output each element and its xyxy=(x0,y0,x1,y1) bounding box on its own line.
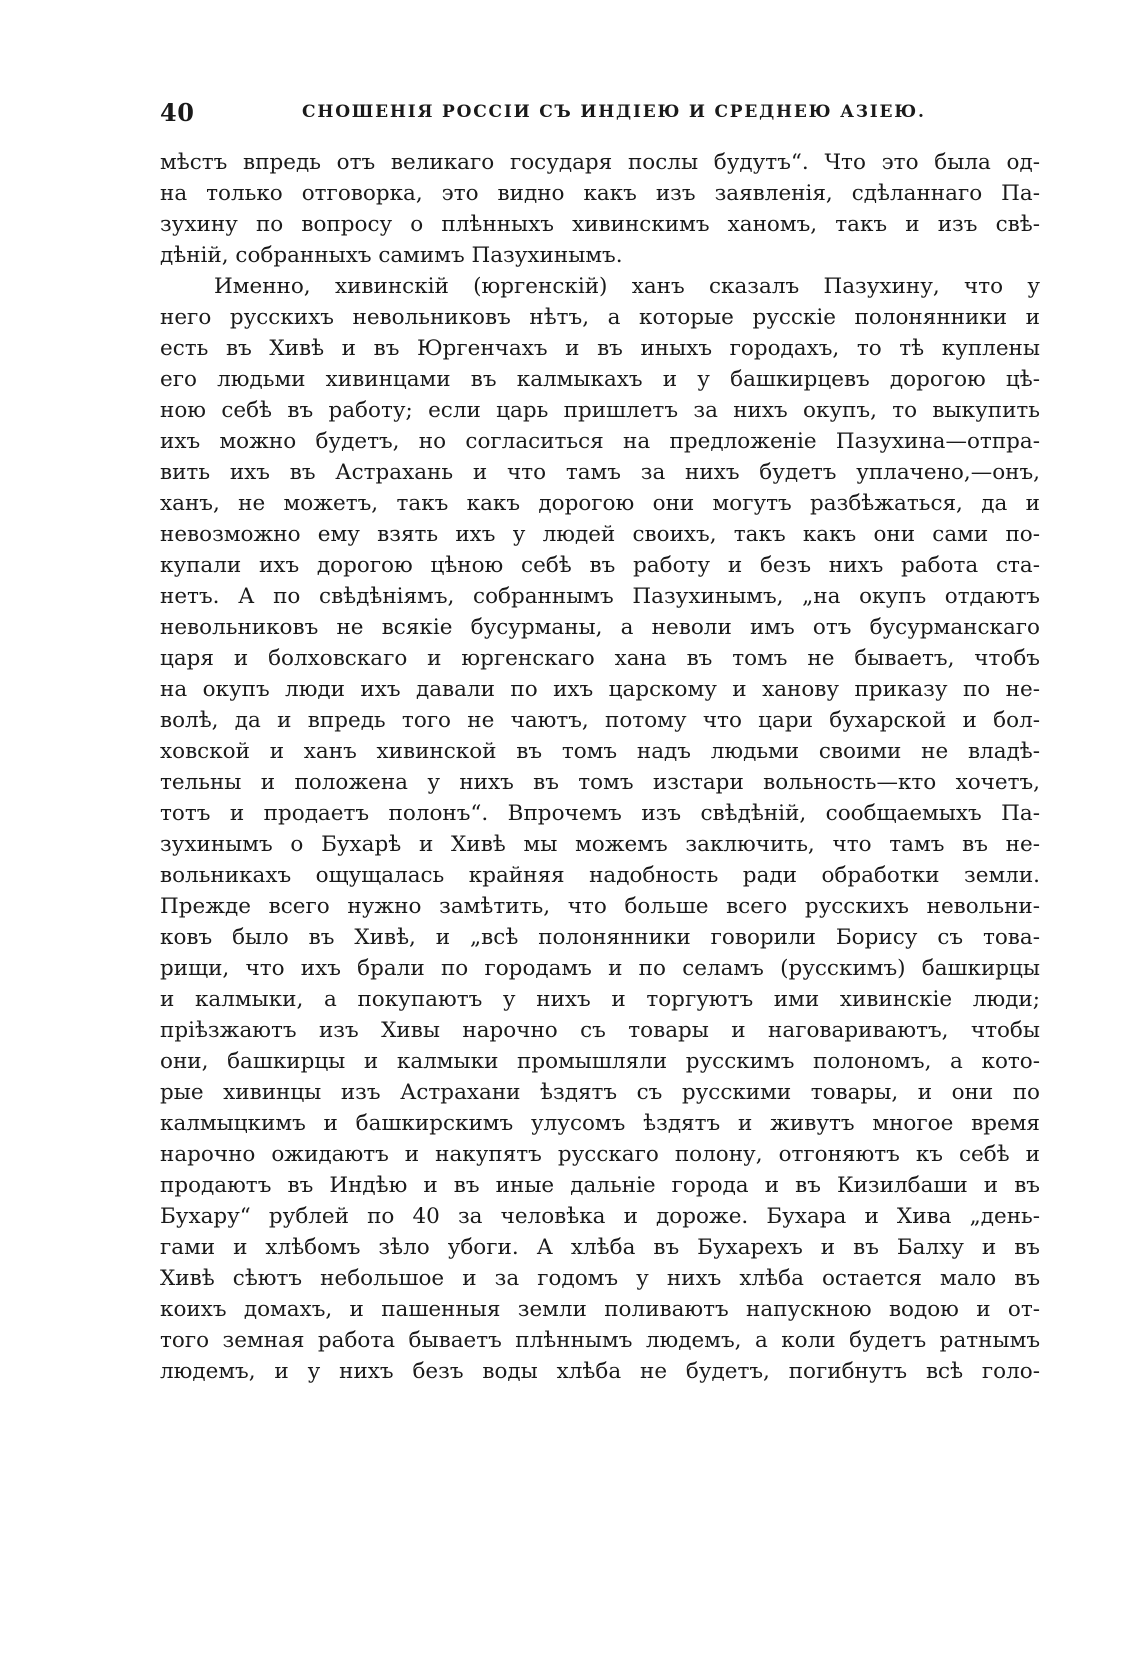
body-text xyxy=(160,147,1040,1387)
text-line: на окупъ люди ихъ давали по ихъ царскому и ханову приказу по не- xyxy=(160,677,1040,702)
page-header xyxy=(160,98,1042,132)
text-line: продаютъ въ Индѣю и въ иные дальніе города и въ Кизилбаши и въ xyxy=(160,1173,1040,1198)
text-line: пріѣзжаютъ изъ Хивы нарочно съ товары и наговариваютъ, чтобы xyxy=(160,1018,1040,1043)
text-line: зухинымъ о Бухарѣ и Хивѣ мы можемъ заключить, что тамъ въ не- xyxy=(160,832,1040,857)
text-line: нетъ. А по свѣдѣніямъ, собраннымъ Пазухинымъ, „на окупъ отдаютъ xyxy=(160,584,1040,609)
text-line: рые хивинцы изъ Астрахани ѣздятъ съ русскими товары, и они по xyxy=(160,1080,1040,1105)
text-line: него русскихъ невольниковъ нѣтъ, а которые русскіе полонянники и xyxy=(160,305,1040,330)
text-line: вольникахъ ощущалась крайняя надобность ради обработки земли. xyxy=(160,863,1040,888)
text-line: зухину по вопросу о плѣнныхъ хивинскимъ ханомъ, такъ и изъ свѣ- xyxy=(160,212,1040,237)
text-line: нарочно ожидаютъ и накупятъ русскаго полону, отгоняютъ къ себѣ и xyxy=(160,1142,1040,1167)
text-line: Прежде всего нужно замѣтить, что больше всего русскихъ невольни- xyxy=(160,894,1040,919)
text-line: тельны и положена у нихъ въ томъ изстари вольность—кто хочетъ, xyxy=(160,770,1040,795)
text-line: Бухару“ рублей по 40 за человѣка и дороже. Бухара и Хива „день- xyxy=(160,1204,1040,1229)
text-line: того земная работа бываетъ плѣннымъ людемъ, а коли будетъ ратнымъ xyxy=(160,1328,1040,1353)
running-title: СНОШЕНІЯ РОССІИ СЪ ИНДІЕЮ И СРЕДНЕЮ АЗІЕЮ. xyxy=(302,102,926,122)
text-line: есть въ Хивѣ и въ Юргенчахъ и въ иныхъ городахъ, то тѣ куплены xyxy=(160,336,1040,361)
text-line: волѣ, да и впредь того не чаютъ, потому что цари бухарской и бол- xyxy=(160,708,1040,733)
text-line: ихъ можно будетъ, но согласиться на предложеніе Пазухина—отпра- xyxy=(160,429,1040,454)
text-line: дѣній, собранныхъ самимъ Пазухинымъ. xyxy=(160,243,623,268)
text-line: ханъ, не можетъ, такъ какъ дорогою они могутъ разбѣжаться, да и xyxy=(160,491,1040,516)
text-line: купали ихъ дорогою цѣною себѣ въ работу и безъ нихъ работа ста- xyxy=(160,553,1040,578)
text-line: вить ихъ въ Астрахань и что тамъ за нихъ будетъ уплачено,—онъ, xyxy=(160,460,1040,485)
text-line: и калмыки, а покупаютъ у нихъ и торгуютъ ими хивинскіе люди; xyxy=(160,987,1040,1012)
text-line: гами и хлѣбомъ зѣло убоги. А хлѣба въ Бухарехъ и въ Балху и въ xyxy=(160,1235,1040,1260)
text-line: невольниковъ не всякіе бусурманы, а неволи имъ отъ бусурманскаго xyxy=(160,615,1040,640)
text-line: невозможно ему взять ихъ у людей своихъ, такъ какъ они сами по- xyxy=(160,522,1040,547)
text-line: калмыцкимъ и башкирскимъ улусомъ ѣздятъ и живутъ многое время xyxy=(160,1111,1040,1136)
text-line: Хивѣ сѣютъ небольшое и за годомъ у нихъ хлѣба остается мало въ xyxy=(160,1266,1040,1291)
text-line: на только отговорка, это видно какъ изъ заявленія, сдѣланнаго Па- xyxy=(160,181,1040,206)
text-line-paragraph-start: Именно, хивинскій (юргенскій) ханъ сказалъ Пазухину, что у xyxy=(214,274,1040,299)
text-line: ховской и ханъ хивинской въ томъ надъ людьми своими не владѣ- xyxy=(160,739,1040,764)
text-line: они, башкирцы и калмыки промышляли русскимъ полономъ, а кото- xyxy=(160,1049,1040,1074)
text-line: коихъ домахъ, и пашенныя земли поливаютъ напускною водою и от- xyxy=(160,1297,1040,1322)
text-line: мѣстъ впредь отъ великаго государя послы будутъ“. Что это была од- xyxy=(160,150,1040,175)
text-line: его людьми хивинцами въ калмыкахъ и у башкирцевъ дорогою цѣ- xyxy=(160,367,1040,392)
text-line: ковъ было въ Хивѣ, и „всѣ полонянники говорили Борису съ това- xyxy=(160,925,1040,950)
text-line: рищи, что ихъ брали по городамъ и по селамъ (русскимъ) башкирцы xyxy=(160,956,1040,981)
text-line: ною себѣ въ работу; если царь пришлетъ за нихъ окупъ, то выкупить xyxy=(160,398,1040,423)
text-line: тотъ и продаетъ полонъ“. Впрочемъ изъ свѣдѣній, сообщаемыхъ Па- xyxy=(160,801,1040,826)
text-line: царя и болховскаго и юргенскаго хана въ томъ не бываетъ, чтобъ xyxy=(160,646,1040,671)
text-line: людемъ, и у нихъ безъ воды хлѣба не будетъ, погибнутъ всѣ голо- xyxy=(160,1359,1040,1384)
page-number: 40 xyxy=(160,98,195,127)
